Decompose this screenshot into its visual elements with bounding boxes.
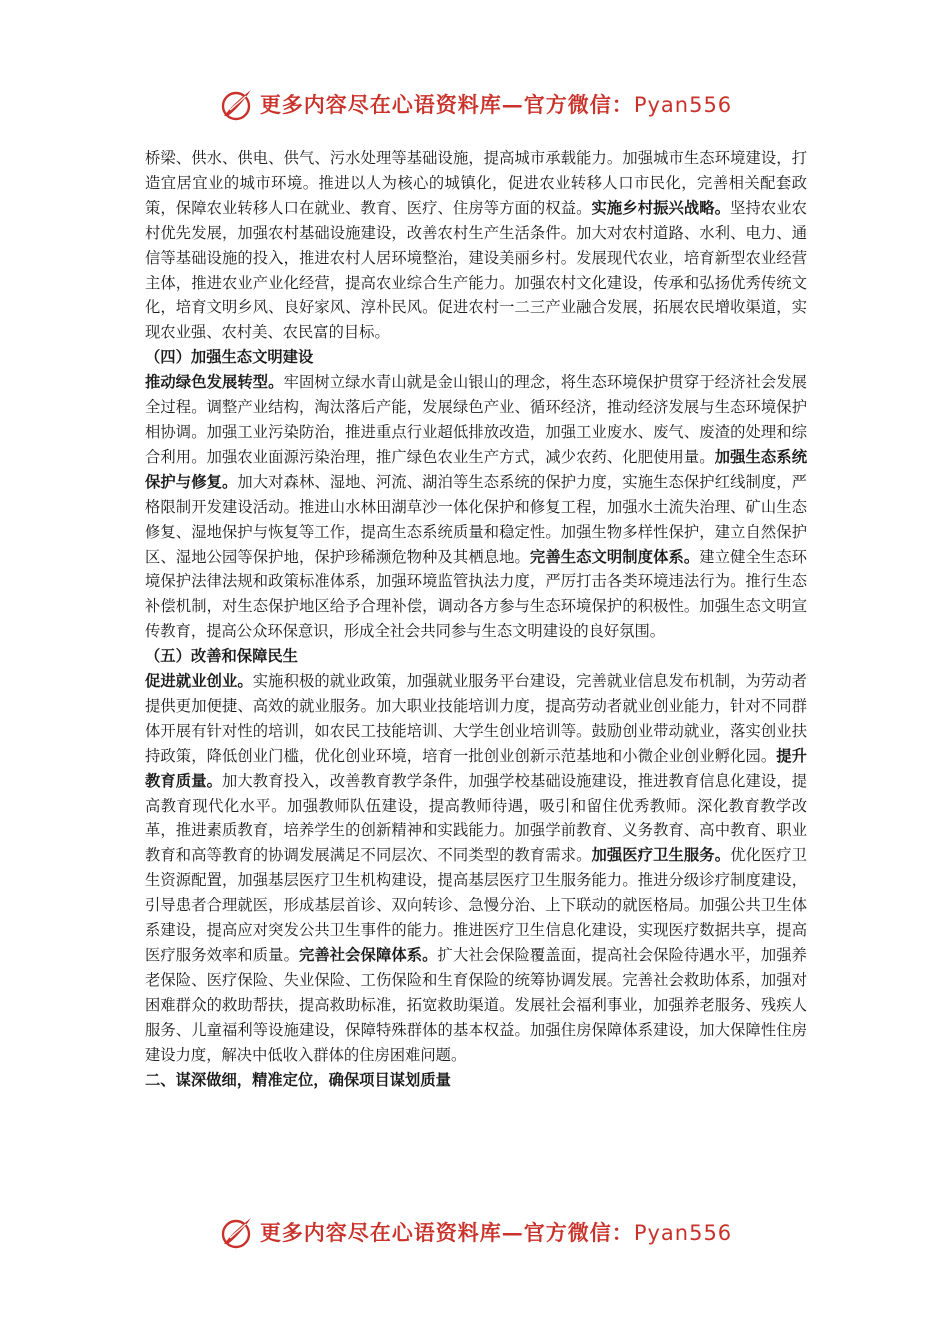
watermark-banner-bottom: [0, 1212, 950, 1252]
section-heading-livelihood: （五）改善和保障民生: [145, 647, 298, 666]
paragraph-livelihood: 促进就业创业。实施积极的就业政策，加强就业服务平台建设，完善就业信息发布机制，为劳动者提供更加便捷、高效的就业服务。加大职业技能培训力度，提高劳动者就业创业能力，针对不同群体开展有针对性的培训，如农民工技能培训、大学生创业培训等。鼓励创业带动就业，落实创业扶持政策，降低创业门槛，优化创业环境，培育一批创业创新示范基地和小微企业创业孵化园。提升教育质量。加大教育投入，改善教育教学条件，加强学校基础设施建设，推进教育信息化建设，提高教育现代化水平。加强教师队伍建设，提高教师待遇，吸引和留住优秀教师。深化教育教学改革，推进素质教育，培养学生的创新精神和实践能力。加强学前教育、义务教育、高中教育、职业教育和高等教育的协调发展满足不同层次、不同类型的教育需求。加强医疗卫生服务。优化医疗卫生资源配置，加强基层医疗卫生机构建设，提高基层医疗卫生服务能力。推进分级诊疗制度建设，引导患者合理就医，形成基层首诊、双向转诊、急慢分治、上下联动的就医格局。加强公共卫生体系建设，提高应对突发公共卫生事件的能力。推进医疗卫生信息化建设，实现医疗数据共享，提高医疗服务效率和质量。完善社会保障体系。扩大社会保险覆盖面，提高社会保险待遇水平，加强养老保险、医疗保险、失业保险、工伤保险和生育保险的统筹协调发展。完善社会救助体系，加强对困难群众的救助帮扶，提高救助标准，拓宽救助渠道。发展社会福利事业，加强养老服务、残疾人服务、儿童福利等设施建设，保障特殊群体的基本权益。加强住房保障体系建设，加大保障性住房建设力度，解决中低收入群体的住房困难问题。: [145, 672, 807, 1064]
bold-term: 加强医疗卫生服务。: [591, 846, 731, 865]
watermark-text: 更多内容尽在心语资料库—官方微信：Pyan556: [259, 1220, 733, 1245]
bold-term: 提升教育质量。: [145, 746, 807, 790]
bold-term: 推动绿色发展转型。: [145, 373, 284, 392]
section-heading-ecology: （四）加强生态文明建设: [145, 348, 314, 367]
quill-logo-icon: [218, 86, 254, 122]
bold-term: 完善社会保障体系。: [298, 946, 438, 964]
watermark-text: 更多内容尽在心语资料库—官方微信：Pyan556: [259, 92, 733, 117]
bold-term: 实施乡村振兴战略。: [591, 198, 731, 217]
bold-term: 促进就业创业。: [145, 672, 253, 691]
paragraph-ecology: 推动绿色发展转型。牢固树立绿水青山就是金山银山的理念，将生态环境保护贯穿于经济社会发展全过程。调整产业结构，淘汰落后产能，发展绿色产业、循环经济，推动经济发展与生态环境保护相协调。加强工业污染防治，推进重点行业超低排放改造，加强工业废水、废气、废渣的处理和综合利用。加强农业面源污染治理，推广绿色农业生产方式，减少农药、化肥使用量。加强生态系统保护与修复。加大对森林、湿地、河流、湖泊等生态系统的保护力度，实施生态保护红线制度，严格限制开发建设活动。推进山水林田湖草沙一体化保护和修复工程，加强水土流失治理、矿山生态修复、湿地保护与恢复等工作，提高生态系统质量和稳定性。加强生物多样性保护，建立自然保护区、湿地公园等保护地，保护珍稀濒危物种及其栖息地。完善生态文明制度体系。建立健全生态环境保护法律法规和政策标准体系，加强环境监管执法力度，严厉打击各类环境违法行为。推行生态补偿机制，对生态保护地区给予合理补偿，调动各方参与生态环境保护的积极性。加强生态文明宣传教育，提高公众环保意识，形成全社会共同参与生态文明建设的良好氛围。: [145, 373, 807, 641]
section-heading-planning: 二、谋深做细，精准定位，确保项目谋划质量: [145, 1070, 451, 1089]
bold-term: 完善生态文明制度体系。: [529, 547, 700, 566]
document-body: [145, 146, 807, 1092]
watermark-banner-top: [0, 84, 950, 124]
paragraph-urban-rural: 桥梁、供水、供电、供气、污水处理等基础设施，提高城市承载能力。加强城市生态环境建设，打造宜居宜业的城市环境。推进以人为核心的城镇化，促进农业转移人口市民化，完善相关配套政策，保障农业转移人口在就业、教育、医疗、住房等方面的权益。实施乡村振兴战略。坚持农业农村优先发展，加强农村基础设施建设，改善农村生产生活条件。加大对农村道路、水利、电力、通信等基础设施的投入，推进农村人居环境整治，建设美丽乡村。发展现代农业，培育新型农业经营主体，推进农业产业化经营，提高农业综合生产能力。加强农村文化建设，传承和弘扬优秀传统文化，培育文明乡风、良好家风、淳朴民风。促进农村一二三产业融合发展，拓展农民增收渠道，实现农业强、农村美、农民富的目标。: [145, 149, 807, 342]
quill-logo-icon: [218, 1214, 254, 1250]
bold-term: 加强生态系统保护与修复。: [145, 447, 807, 491]
